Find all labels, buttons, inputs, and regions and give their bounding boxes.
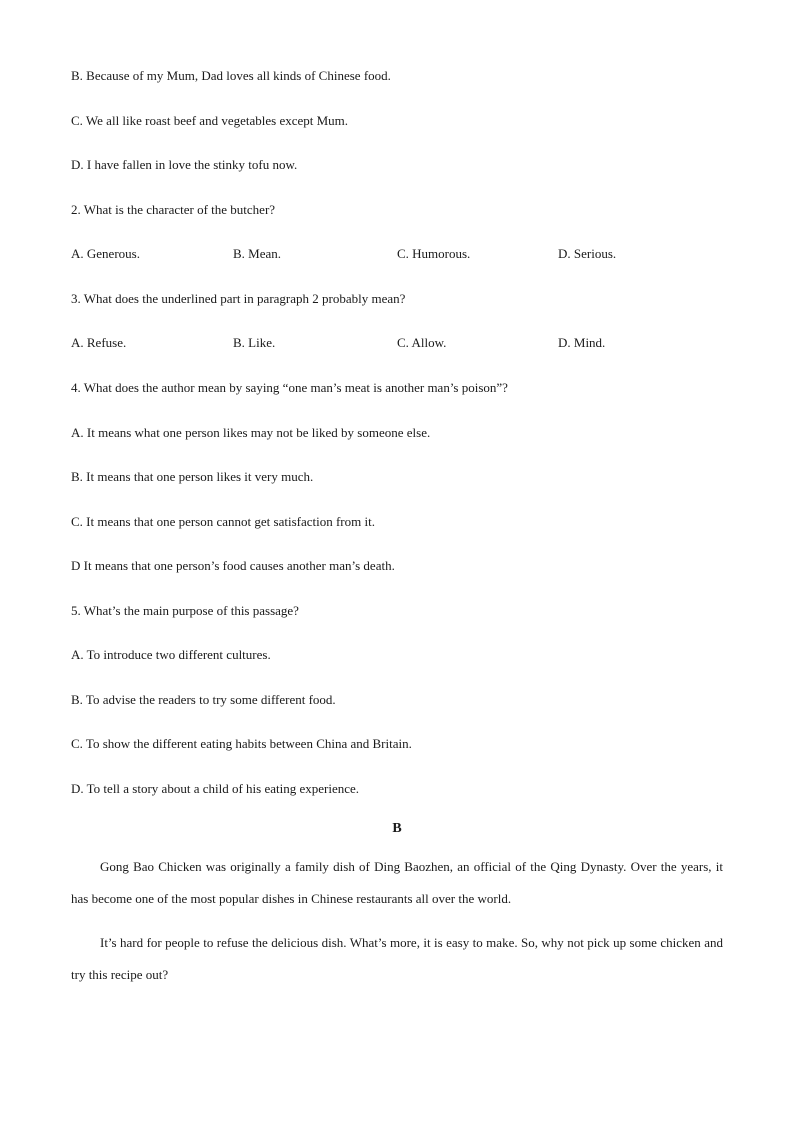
q4-option-b: B. It means that one person likes it very much. <box>71 469 314 484</box>
q1-option-d: D. I have fallen in love the stinky tofu now. <box>71 157 298 172</box>
q5-option-a: A. To introduce two different cultures. <box>71 647 271 662</box>
q4-option-c: C. It means that one person cannot get satisfaction from it. <box>71 514 375 529</box>
q4-option-a: A. It means what one person likes may not be liked by someone else. <box>71 425 431 440</box>
q4-option-d: D It means that one person’s food causes another man’s death. <box>71 558 395 573</box>
q1-option-b: B. Because of my Mum, Dad loves all kinds of Chinese food. <box>71 68 391 83</box>
q4-question: 4. What does the author mean by saying “one man’s meat is another man’s poison”? <box>71 380 508 395</box>
q5-option-d: D. To tell a story about a child of his eating experience. <box>71 781 360 796</box>
section-b-paragraph-2: It’s hard for people to refuse the delicious dish. What’s more, it is easy to make. So, why not pick up some chicken and try this recipe out? <box>71 935 723 982</box>
q3-option-a: A. Refuse. <box>71 335 127 350</box>
q2-option-d: D. Serious. <box>558 246 617 261</box>
q2-option-b: B. Mean. <box>233 246 282 261</box>
section-b-heading: B <box>392 821 402 836</box>
section-b-paragraph-1: Gong Bao Chicken was originally a family dish of Ding Baozhen, an official of the Qing Dynasty. Over the years, it has become one of the most popular dishes in Chinese restaurants all over the world. <box>71 859 723 906</box>
q3-option-c: C. Allow. <box>397 335 447 350</box>
q3-option-d: D. Mind. <box>558 335 606 350</box>
q5-option-c: C. To show the different eating habits between China and Britain. <box>71 736 412 751</box>
q3-option-b: B. Like. <box>233 335 276 350</box>
q2-option-c: C. Humorous. <box>397 246 471 261</box>
q5-question: 5. What’s the main purpose of this passage? <box>71 603 299 618</box>
q2-option-a: A. Generous. <box>71 246 140 261</box>
q2-question: 2. What is the character of the butcher? <box>71 202 276 217</box>
q3-question: 3. What does the underlined part in paragraph 2 probably mean? <box>71 291 406 306</box>
q5-option-b: B. To advise the readers to try some different food. <box>71 692 336 707</box>
q1-option-c: C. We all like roast beef and vegetables except Mum. <box>71 113 349 128</box>
